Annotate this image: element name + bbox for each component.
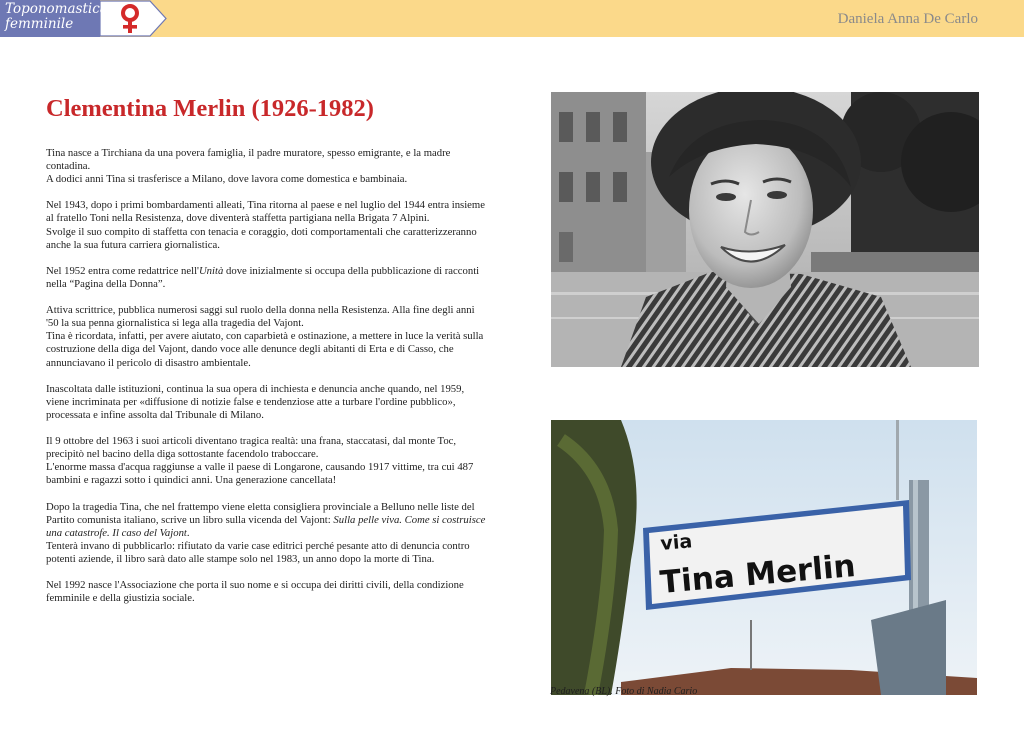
paragraph-5: Inascoltata dalle istituzioni, continua la sua opera di inchiesta e denuncia anche quando, nel 1959, viene incriminata per «diffusione di notizie false e tendenziose atte a turbare l'ordine pubblico», processata e infine assolta dal Tribunale di Milano. — [46, 382, 465, 421]
paragraph-4: Attiva scrittrice, pubblica numerosi saggi sul ruolo della donna nella Resistenza. Alla fine degli anni '50 la sua penna giornalistica si lega alla tragedia del Vajont. Tina è ricordata, infatti, per avere aiutato, con caparbietà e ostinazione, a mettere in luce la verità sulla costruzione della diga del Vajont, dando voce alle denunce degli abitanti di Erta e di Casso, che annunciavano il pericolo di disastro ambientale. — [46, 304, 484, 369]
photo-caption: Pedavena (BL). Foto di Nadia Cario — [550, 686, 698, 697]
book-title: Sulla pelle viva. Come si costruisce una catastrofe. Il caso del Vajont — [46, 513, 486, 539]
author-name: Daniela Anna De Carlo — [837, 11, 978, 27]
paragraph-2: Nel 1943, dopo i primi bombardamenti alleati, Tina ritorna al paese e nel luglio del 1944 entra insieme al fratello Toni nella Resistenza, dove diventerà staffetta partigiana nella Brigata 7 Alpini. Svolge il suo compito di staffetta con tenacia e coraggio, doti comportamentali che caratterizzeranno anche la sua futura carriera giornalistica. — [46, 199, 485, 251]
sign-word-via: via — [659, 530, 694, 555]
logo-text — [5, 1, 108, 32]
street-sign-photo — [551, 420, 977, 695]
paragraph-1: Tina nasce a Tirchiana da una povera famiglia, il padre muratore, spesso emigrante, e la madre contadina. A dodici anni Tina si trasferisce a Milano, dove lavora come domestica e bambinaia. — [46, 147, 451, 186]
article-body — [46, 147, 486, 618]
paragraph-6: Il 9 ottobre del 1963 i suoi articoli diventano tragica realtà: una frana, staccatasi, dal monte Toc, precipitò nel bacino della diga sottostante facendolo traboccare. L'enorme massa d'acqua raggiunse a valle il paese di Longarone, causando 1917 vittime, tra cui 487 bambini e ragazzi sotto i quindici anni. Una generazione cancellata! — [46, 435, 474, 487]
page-header — [0, 0, 1024, 37]
portrait-photo — [551, 92, 979, 367]
paragraph-8: Nel 1992 nasce l'Associazione che porta il suo nome e si occupa dei diritti civili, della condizione femminile e della giustizia sociale. — [46, 579, 464, 605]
logo-line-1: Toponomastica — [5, 1, 108, 17]
paragraph-7: Dopo la tragedia Tina, che nel frattempo viene eletta consigliera provinciale a Belluno nelle liste del Partito comunista italiano, scrive un libro sulla vicenda del Vajont: Sulla pelle viva. Come si costruisce una catastrofe. Il caso del Vajont. Tenterà invano di pubblicarlo: rifiutato da varie case editrici perché pesante atto di denuncia contro potenti aziende, il libro sarà dato alle stampe solo nel 1983, un anno dopo la morte di Tina. — [46, 500, 486, 565]
paragraph-3: Nel 1952 entra come redattrice nell'Unità dove inizialmente si occupa della pubblicazione di racconti nella “Pagina della Donna”. — [46, 264, 480, 290]
article-title: Clementina Merlin (1926-1982) — [46, 95, 374, 122]
newspaper-name: Unità — [198, 264, 224, 277]
sign-word-name: Tina Merlin — [658, 548, 857, 601]
logo-line-2: femminile — [5, 16, 74, 32]
